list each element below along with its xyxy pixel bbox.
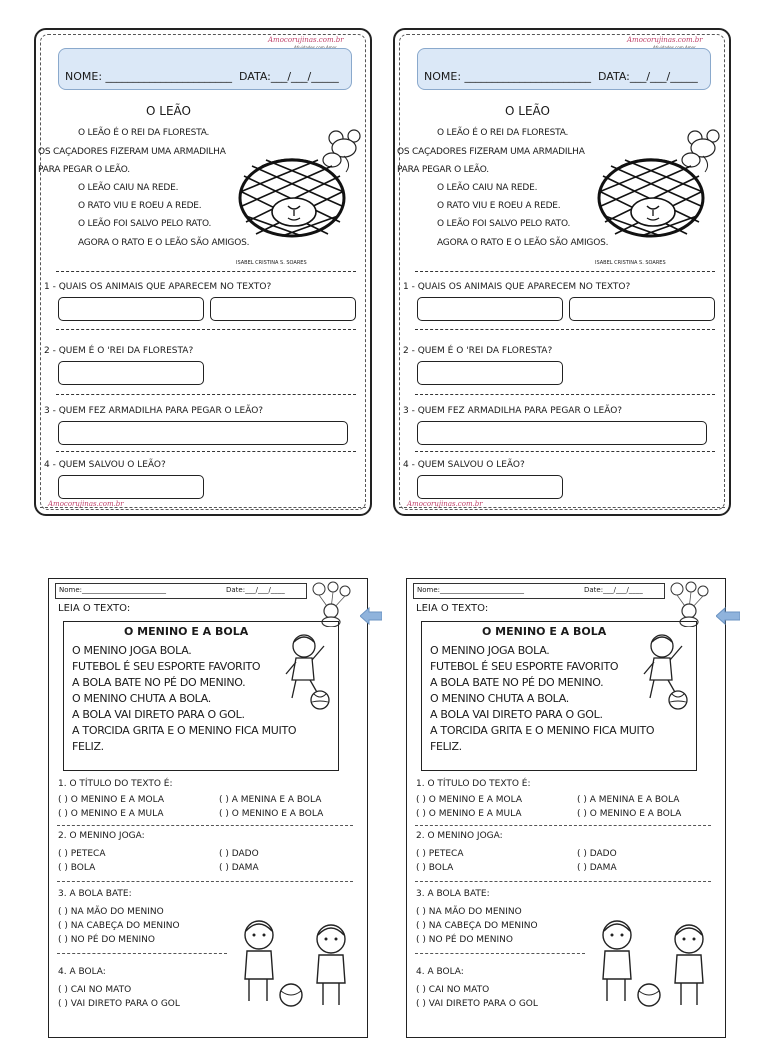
section-divider [415, 881, 711, 882]
date-field-label[interactable]: DATA:___/___/_____ [598, 70, 698, 83]
section-divider [57, 953, 227, 954]
q1-option[interactable]: ( ) A MENINA E A BOLA [577, 795, 680, 805]
q2-option[interactable]: ( ) BOLA [416, 863, 454, 873]
story-line: A BOLA VAI DIRETO PARA O GOL. [430, 708, 603, 721]
q2-option[interactable]: ( ) DAMA [219, 863, 259, 873]
read-instruction: LEIA O TEXTO: [416, 603, 489, 614]
question-2-title: 2. O MENINO JOGA: [416, 831, 503, 841]
story-title: O LEÃO [146, 104, 191, 118]
answer-box-1b[interactable] [569, 297, 715, 321]
question-4: 4 - QUEM SALVOU O LEÃO? [403, 460, 525, 470]
story-line: O LEÃO É O REI DA FLORESTA. [78, 128, 210, 138]
brand-logo-text: Amocorujinas.com.br [268, 36, 344, 44]
worksheet-o-menino-e-a-bola-right [406, 578, 726, 1038]
boy-with-ball-illustration [278, 632, 336, 712]
answer-box-2[interactable] [58, 361, 204, 385]
story-line: O MENINO JOGA BOLA. [430, 644, 550, 657]
lion-in-net-illustration [232, 126, 362, 238]
name-field-label[interactable]: NOME: _______________________ [424, 70, 592, 83]
name-field-label[interactable]: NOME: _______________________ [65, 70, 233, 83]
q2-option[interactable]: ( ) PETECA [416, 849, 464, 859]
question-4-title: 4. A BOLA: [58, 967, 106, 977]
question-2-title: 2. O MENINO JOGA: [58, 831, 145, 841]
story-line: AGORA O RATO E O LEÃO SÃO AMIGOS. [437, 238, 609, 248]
story-title: O MENINO E A BOLA [124, 625, 249, 638]
question-4-title: 4. A BOLA: [416, 967, 464, 977]
story-line: O LEÃO FOI SALVO PELO RATO. [78, 219, 212, 229]
section-divider [415, 394, 715, 395]
q2-option[interactable]: ( ) DAMA [577, 863, 617, 873]
name-date-header [58, 48, 352, 90]
q4-option[interactable]: ( ) CAI NO MATO [416, 985, 490, 995]
worksheet-o-menino-e-a-bola-left [48, 578, 368, 1038]
story-line: FUTEBOL É SEU ESPORTE FAVORITO [72, 660, 261, 673]
read-instruction: LEIA O TEXTO: [58, 603, 131, 614]
q1-option[interactable]: ( ) O MENINO E A BOLA [577, 809, 682, 819]
story-box [63, 621, 339, 771]
footer-brand-text: Amocorujinas.com.br [407, 500, 483, 508]
story-line: OS CAÇADORES FIZERAM UMA ARMADILHA [38, 147, 226, 157]
story-line: A TORCIDA GRITA E O MENINO FICA MUITO [430, 724, 655, 737]
q3-option[interactable]: ( ) NA CABEÇA DO MENINO [58, 921, 180, 931]
story-line: FUTEBOL É SEU ESPORTE FAVORITO [430, 660, 619, 673]
q3-option[interactable]: ( ) NA MÃO DO MENINO [58, 907, 164, 917]
story-line: O MENINO CHUTA A BOLA. [72, 692, 211, 705]
question-3-title: 3. A BOLA BATE: [416, 889, 490, 899]
q2-option[interactable]: ( ) PETECA [58, 849, 106, 859]
q1-option[interactable]: ( ) O MENINO E A MOLA [416, 795, 522, 805]
story-line: FELIZ. [430, 740, 462, 753]
section-divider [415, 953, 585, 954]
question-2: 2 - QUEM É O 'REI DA FLORESTA? [403, 346, 553, 356]
story-line: A BOLA BATE NO PÉ DO MENINO. [72, 676, 246, 689]
section-divider [56, 394, 356, 395]
section-divider [415, 271, 715, 272]
story-line: A BOLA BATE NO PÉ DO MENINO. [430, 676, 604, 689]
section-divider [415, 825, 711, 826]
boy-with-ball-illustration [636, 632, 694, 712]
question-1: 1 - QUAIS OS ANIMAIS QUE APARECEM NO TEXTO? [44, 282, 272, 292]
q3-option[interactable]: ( ) NO PÉ DO MENINO [416, 935, 513, 945]
answer-box-2[interactable] [417, 361, 563, 385]
answer-box-3[interactable] [417, 421, 707, 445]
answer-box-3[interactable] [58, 421, 348, 445]
story-line: O MENINO JOGA BOLA. [72, 644, 192, 657]
story-line: O LEÃO É O REI DA FLORESTA. [437, 128, 569, 138]
section-divider [56, 271, 356, 272]
date-field-label[interactable]: Date:___/___/____ [226, 586, 285, 594]
q1-option[interactable]: ( ) O MENINO E A MULA [58, 809, 164, 819]
worksheet-o-leao-left [34, 28, 372, 516]
story-line: AGORA O RATO E O LEÃO SÃO AMIGOS. [78, 238, 250, 248]
section-divider [415, 329, 715, 330]
answer-box-1b[interactable] [210, 297, 356, 321]
story-line: O MENINO CHUTA A BOLA. [430, 692, 569, 705]
answer-box-1a[interactable] [58, 297, 204, 321]
q1-option[interactable]: ( ) O MENINO E A MOLA [58, 795, 164, 805]
story-line: O RATO VIU E ROEU A REDE. [437, 201, 561, 211]
story-line: A BOLA VAI DIRETO PARA O GOL. [72, 708, 245, 721]
two-boys-with-balls-illustration [235, 917, 359, 1009]
story-line: O RATO VIU E ROEU A REDE. [78, 201, 202, 211]
question-4: 4 - QUEM SALVOU O LEÃO? [44, 460, 166, 470]
section-divider [56, 451, 356, 452]
question-1: 1 - QUAIS OS ANIMAIS QUE APARECEM NO TEXTO? [403, 282, 631, 292]
q3-option[interactable]: ( ) NO PÉ DO MENINO [58, 935, 155, 945]
story-line: O LEÃO CAIU NA REDE. [437, 183, 538, 193]
q2-option[interactable]: ( ) DADO [219, 849, 259, 859]
arrow-pointer-icon [716, 606, 740, 626]
name-field-label[interactable]: Nome:________________________ [59, 586, 167, 594]
date-field-label[interactable]: DATA:___/___/_____ [239, 70, 339, 83]
story-line: PARA PEGAR O LEÃO. [38, 165, 130, 175]
q1-option[interactable]: ( ) O MENINO E A BOLA [219, 809, 324, 819]
question-1-title: 1. O TÍTULO DO TEXTO É: [58, 779, 173, 789]
q1-option[interactable]: ( ) A MENINA E A BOLA [219, 795, 322, 805]
question-1-title: 1. O TÍTULO DO TEXTO É: [416, 779, 531, 789]
story-line: FELIZ. [72, 740, 104, 753]
q2-option[interactable]: ( ) BOLA [58, 863, 96, 873]
name-date-bar [55, 583, 307, 599]
name-field-label[interactable]: Nome:________________________ [417, 586, 525, 594]
story-box [421, 621, 697, 771]
author-credit: ISABEL CRISTINA S. SOARES [236, 260, 307, 266]
worksheet-o-leao-right [393, 28, 731, 516]
question-3-title: 3. A BOLA BATE: [58, 889, 132, 899]
section-divider [57, 825, 353, 826]
q3-option[interactable]: ( ) NA MÃO DO MENINO [416, 907, 522, 917]
question-3: 3 - QUEM FEZ ARMADILHA PARA PEGAR O LEÃO? [403, 406, 623, 416]
date-field-label[interactable]: Date:___/___/____ [584, 586, 643, 594]
story-line: O LEÃO FOI SALVO PELO RATO. [437, 219, 571, 229]
q1-option[interactable]: ( ) O MENINO E A MULA [416, 809, 522, 819]
name-date-header [417, 48, 711, 90]
story-line: PARA PEGAR O LEÃO. [397, 165, 489, 175]
arrow-pointer-icon [360, 606, 382, 626]
story-line: OS CAÇADORES FIZERAM UMA ARMADILHA [397, 147, 585, 157]
section-divider [57, 881, 353, 882]
author-credit: ISABEL CRISTINA S. SOARES [595, 260, 666, 266]
q2-option[interactable]: ( ) DADO [577, 849, 617, 859]
q3-option[interactable]: ( ) NA CABEÇA DO MENINO [416, 921, 538, 931]
story-line: A TORCIDA GRITA E O MENINO FICA MUITO [72, 724, 297, 737]
q4-option[interactable]: ( ) VAI DIRETO PARA O GOL [416, 999, 538, 1009]
name-date-bar [413, 583, 665, 599]
question-3: 3 - QUEM FEZ ARMADILHA PARA PEGAR O LEÃO? [44, 406, 264, 416]
answer-box-1a[interactable] [417, 297, 563, 321]
answer-box-4[interactable] [58, 475, 204, 499]
q4-option[interactable]: ( ) VAI DIRETO PARA O GOL [58, 999, 180, 1009]
lion-in-net-illustration [591, 126, 721, 238]
two-boys-with-balls-illustration [593, 917, 717, 1009]
question-2: 2 - QUEM É O 'REI DA FLORESTA? [44, 346, 194, 356]
brand-logo-text: Amocorujinas.com.br [627, 36, 703, 44]
section-divider [415, 451, 715, 452]
story-line: O LEÃO CAIU NA REDE. [78, 183, 179, 193]
story-title: O LEÃO [505, 104, 550, 118]
footer-brand-text: Amocorujinas.com.br [48, 500, 124, 508]
section-divider [56, 329, 356, 330]
story-title: O MENINO E A BOLA [482, 625, 607, 638]
q4-option[interactable]: ( ) CAI NO MATO [58, 985, 132, 995]
answer-box-4[interactable] [417, 475, 563, 499]
